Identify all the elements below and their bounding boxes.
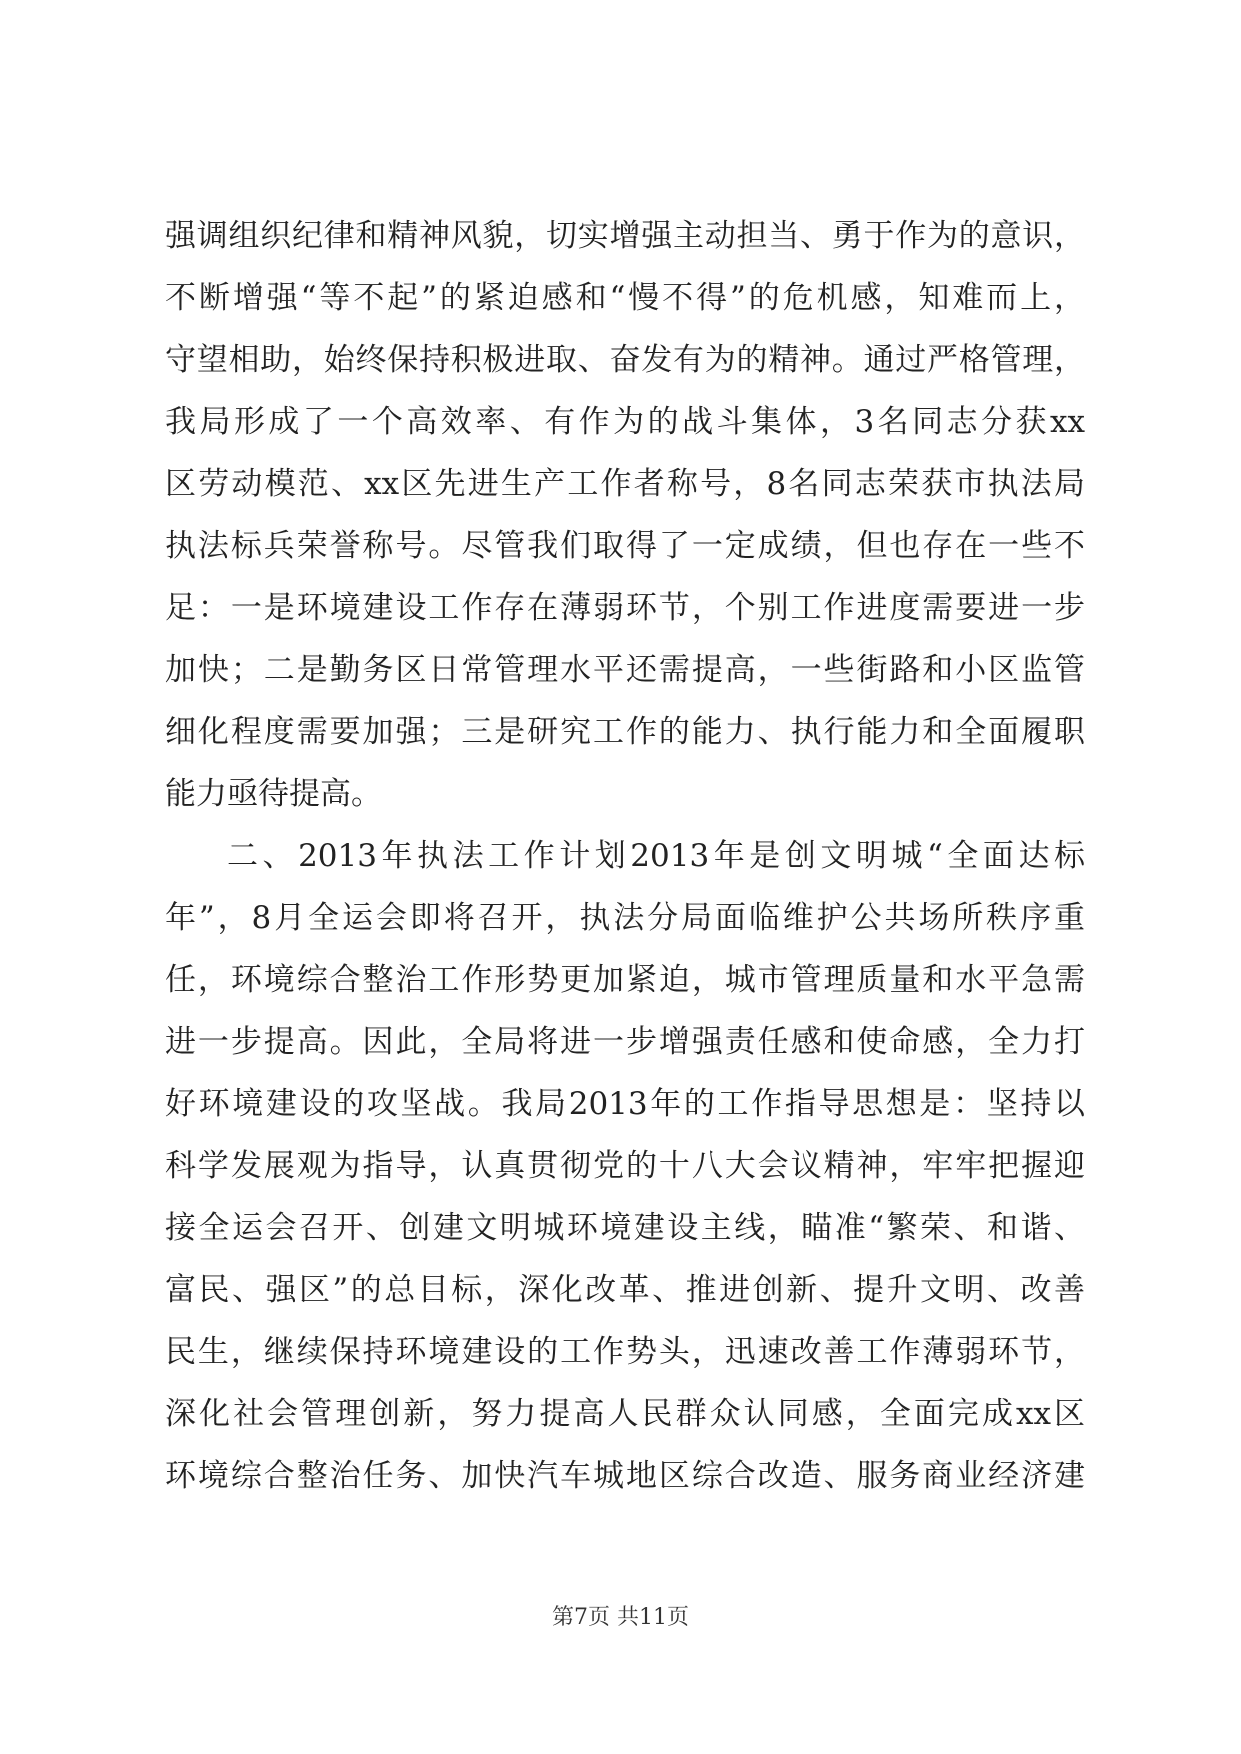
text-line: 深化社会管理创新，努力提高人民群众认同感，全面完成xx区 (165, 1396, 1085, 1432)
text-line: 我局形成了一个高效率、有作为的战斗集体，3名同志分获xx (165, 404, 1085, 440)
text-line: 区劳动模范、xx区先进生产工作者称号，8名同志荣获市执法局 (165, 466, 1085, 502)
text-line: 足：一是环境建设工作存在薄弱环节，个别工作进度需要进一步 (165, 590, 1085, 626)
text-line: 加快；二是勤务区日常管理水平还需提高，一些街路和小区监管 (165, 652, 1085, 688)
text-line: 科学发展观为指导，认真贯彻党的十八大会议精神，牢牢把握迎 (165, 1148, 1085, 1184)
text-line: 进一步提高。因此，全局将进一步增强责任感和使命感，全力打 (165, 1024, 1085, 1060)
text-line: 守望相助，始终保持积极进取、奋发有为的精神。通过严格管理， (165, 342, 1085, 378)
text-line: 不断增强“等不起”的紧迫感和“慢不得”的危机感，知难而上， (165, 280, 1085, 316)
text-line: 年”，8月全运会即将召开，执法分局面临维护公共场所秩序重 (165, 900, 1085, 936)
text-line: 执法标兵荣誉称号。尽管我们取得了一定成绩，但也存在一些不 (165, 528, 1085, 564)
text-line: 富民、强区”的总目标，深化改革、推进创新、提升文明、改善 (165, 1272, 1085, 1308)
page-number-footer: 第7页 共11页 (552, 1605, 689, 1630)
text-line: 民生，继续保持环境建设的工作势头，迅速改善工作薄弱环节， (165, 1334, 1085, 1370)
body-text (165, 205, 1085, 1507)
text-line: 细化程度需要加强；三是研究工作的能力、执行能力和全面履职 (165, 714, 1085, 750)
text-line: 环境综合整治任务、加快汽车城地区综合改造、服务商业经济建 (165, 1458, 1085, 1494)
text-line: 任，环境综合整治工作形势更加紧迫，城市管理质量和水平急需 (165, 962, 1085, 998)
text-line: 强调组织纪律和精神风貌，切实增强主动担当、勇于作为的意识， (165, 218, 1085, 254)
text-line: 接全运会召开、创建文明城环境建设主线，瞄准“繁荣、和谐、 (165, 1210, 1085, 1246)
text-line: 二、2013年执法工作计划2013年是创文明城“全面达标 (227, 838, 1085, 874)
text-line: 好环境建设的攻坚战。我局2013年的工作指导思想是：坚持以 (165, 1086, 1085, 1122)
text-line: 能力亟待提高。 (165, 776, 382, 812)
